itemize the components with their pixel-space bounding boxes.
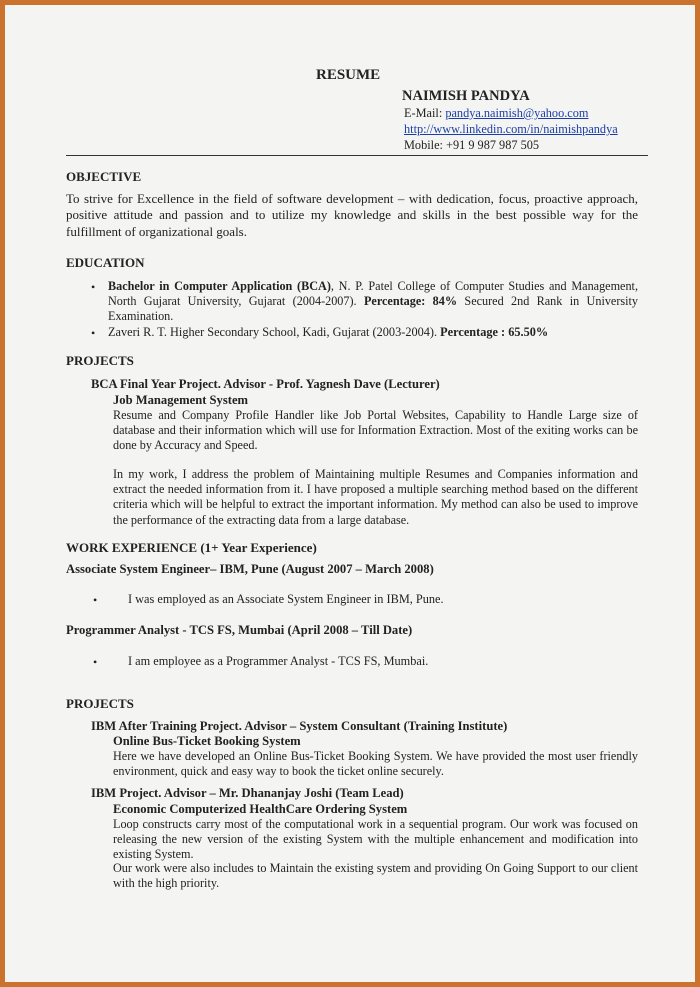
- bullet-icon: •: [91, 326, 96, 340]
- header-divider: [66, 155, 648, 156]
- job-title: Associate System Engineer– IBM, Pune (August 2007 – March 2008): [66, 562, 434, 576]
- school-percentage: Percentage : 65.50%: [440, 325, 549, 339]
- resume-frame: [5, 5, 695, 982]
- project-description: Here we have developed an Online Bus-Ticket Booking System. We have provided the most user friendly environment, quick and easy way to book the ticket online securely.: [113, 749, 638, 779]
- job-title: Programmer Analyst - TCS FS, Mumbai (April 2008 – Till Date): [66, 623, 413, 637]
- project-title: BCA Final Year Project. Advisor - Prof. Yagnesh Dave (Lecturer): [91, 377, 440, 391]
- project-title: IBM After Training Project. Advisor – System Consultant (Training Institute): [91, 719, 508, 733]
- education-item-bca: [108, 279, 638, 325]
- linkedin-link[interactable]: http://www.linkedin.com/in/naimishpandya: [404, 122, 618, 136]
- project-subtitle: Economic Computerized HealthCare Ordering System: [113, 802, 408, 816]
- project-title: IBM Project. Advisor – Mr. Dhananjay Joshi (Team Lead): [91, 786, 404, 800]
- objective-text: To strive for Excellence in the field of software development – with dedication, focus, proactive approach, positive attitude and passion and to utilize my knowledge and skills in the best possible way for the fulfillment of organizational goals.: [66, 191, 638, 239]
- education-heading: EDUCATION: [66, 255, 145, 270]
- candidate-name: NAIMISH PANDYA: [402, 88, 530, 104]
- linkedin-line: [404, 122, 618, 137]
- job-description: I am employee as a Programmer Analyst - TCS FS, Mumbai.: [128, 654, 429, 668]
- degree-rank: Secured 2nd Rank in University Examination.: [108, 294, 639, 324]
- project-description: Resume and Company Profile Handler like Job Portal Websites, Capability to Handle Large size of database and their information which will use for Information Extraction. Most of the exiting works can be done by Accuracy and Speed.: [113, 408, 638, 453]
- project-subtitle: Job Management System: [113, 393, 249, 407]
- project-description: In my work, I address the problem of Maintaining multiple Resumes and Companies information and extract the needed information from it. I have proposed a multiple searching method based on the different criteria which will be helpful to extract the important information. My method can also be used to improve the performance of the extracting data from a large database.: [113, 467, 638, 527]
- mobile-line: Mobile: +91 9 987 987 505: [404, 138, 540, 152]
- bullet-icon: •: [91, 280, 96, 294]
- projects-heading: PROJECTS: [66, 696, 134, 711]
- resume-page: [5, 5, 695, 982]
- degree-details: , N. P. Patel College of Computer Studies and Management, North Gujarat University, Gujarat (2004-2007).: [108, 279, 638, 309]
- project-subtitle: Online Bus-Ticket Booking System: [113, 734, 301, 748]
- email-line: [404, 106, 588, 121]
- project-description: Loop constructs carry most of the computational work in a sequential program. Our work was focused on releasing the new version of the existing System with the multiple enhancement and modification into existing System.: [113, 817, 638, 862]
- degree-percentage: Percentage: 84%: [363, 294, 458, 309]
- projects-heading: PROJECTS: [66, 353, 134, 368]
- bullet-icon: •: [93, 655, 98, 669]
- email-link[interactable]: pandya.naimish@yahoo.com: [445, 106, 589, 120]
- email-label: E-Mail:: [404, 106, 446, 120]
- bullet-icon: •: [93, 593, 98, 607]
- resume-title: RESUME: [316, 67, 381, 83]
- project-description: Our work were also includes to Maintain the existing system and providing On Going Support to our client with the high priority.: [113, 861, 638, 891]
- school-details: Zaveri R. T. Higher Secondary School, Kadi, Gujarat (2003-2004).: [108, 325, 441, 339]
- education-item-school: [108, 325, 548, 340]
- degree-name: Bachelor in Computer Application (BCA): [108, 279, 331, 293]
- objective-heading: OBJECTIVE: [66, 169, 142, 184]
- work-experience-heading: WORK EXPERIENCE (1+ Year Experience): [66, 540, 317, 555]
- job-description: I was employed as an Associate System Engineer in IBM, Pune.: [128, 592, 444, 606]
